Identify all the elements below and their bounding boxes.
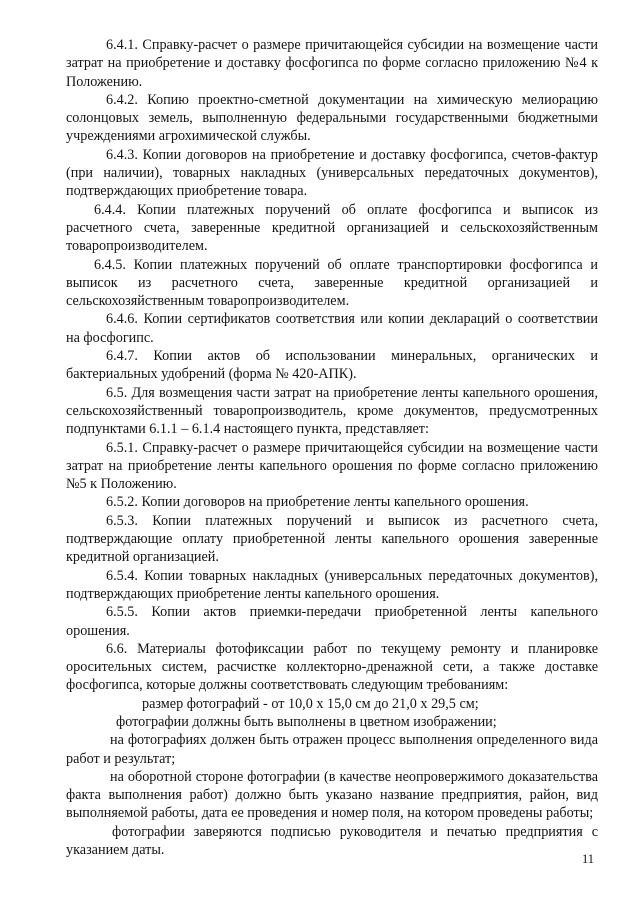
paragraph-6-6: 6.6. Материалы фотофиксации работ по текущему ремонту и планировке оросительных систем, расчистке коллекторно-дренажной сети, а также доставке фосфогипса, которые должны соответствовать следующим требованиям: [66,640,598,694]
requirement-photo-signature: фотографии заверяются подписью руководителя и печатью предприятия с указанием даты. [66,823,598,859]
requirement-photo-color: фотографии должны быть выполнены в цветном изображении; [116,713,497,730]
paragraph-6-4-1: 6.4.1. Справку-расчет о размере причитающейся субсидии на возмещение части затрат на приобретение и доставку фосфогипса по форме согласно приложению №4 к Положению. [66,37,598,90]
paragraph-6-5: 6.5. Для возмещения части затрат на приобретение ленты капельного орошения, сельскохозяйственный товаропроизводитель, кроме документов, предусмотренных подпунктами 6.1.1 – 6.1.4 настоящего пункта, представляет: [66,384,598,438]
document-page [66,36,598,859]
paragraph-6-5-2: 6.5.2. Копии договоров на приобретение ленты капельного орошения. [106,494,529,511]
paragraph-6-5-3: 6.5.3. Копии платежных поручений и выписок из расчетного счета, подтверждающие оплату приобретенной ленты капельного орошения заверенные кредитной организацией. [66,512,598,566]
page-number: 11 [581,852,594,866]
paragraph-6-5-5: 6.5.5. Копии актов приемки-передачи приобретенной ленты капельного орошения. [66,604,598,639]
paragraph-6-5-4: 6.5.4. Копии товарных накладных (универсальных передаточных документов), подтверждающих приобретение ленты капельного орошения. [66,567,598,602]
paragraph-6-4-7: 6.4.7. Копии актов об использовании минеральных, органических и бактериальных удобрений (форма № 420-АПК). [66,348,598,383]
paragraph-6-4-6: 6.4.6. Копии сертификатов соответствия или копии деклараций о соответствии на фосфогипс. [66,311,598,346]
requirement-photo-process: на фотографиях должен быть отражен процесс выполнения определенного вида работ и результат; [66,732,598,767]
paragraph-6-4-2: 6.4.2. Копию проектно-сметной документации на химическую мелиорацию солонцовых земель, выполненную федеральными государственными бюджетными учреждениями агрохимической службы. [66,91,598,145]
requirement-photo-size: размер фотографий - от 10,0 х 15,0 см до 21,0 х 29,5 см; [142,695,479,712]
requirement-photo-reverse-side: на оборотной стороне фотографии (в качестве неопровержимого доказательства факта выполнения работ) должно быть указано название предприятия, район, вид выполняемой работы, дата ее проведения и номер поля, на котором проведены работы; [66,768,598,822]
paragraph-6-5-1: 6.5.1. Справку-расчет о размере причитающейся субсидии на возмещение части затрат на приобретение ленты капельного орошения по форме согласно приложению №5 к Положению. [66,439,598,493]
paragraph-6-4-4: 6.4.4. Копии платежных поручений об оплате фосфогипса и выписок из расчетного счета, заверенные кредитной организацией и сельскохозяйственным товаропроизводителем. [66,201,598,255]
paragraph-6-4-5: 6.4.5. Копии платежных поручений об оплате транспортировки фосфогипса и выписок из расчетного счета, заверенные кредитной организацией и сельскохозяйственным товаропроизводителем. [66,256,598,310]
paragraph-6-4-3: 6.4.3. Копии договоров на приобретение и доставку фосфогипса, счетов-фактур (при наличии), товарных накладных (универсальных передаточных документов), подтверждающих приобретение товара. [66,146,598,200]
